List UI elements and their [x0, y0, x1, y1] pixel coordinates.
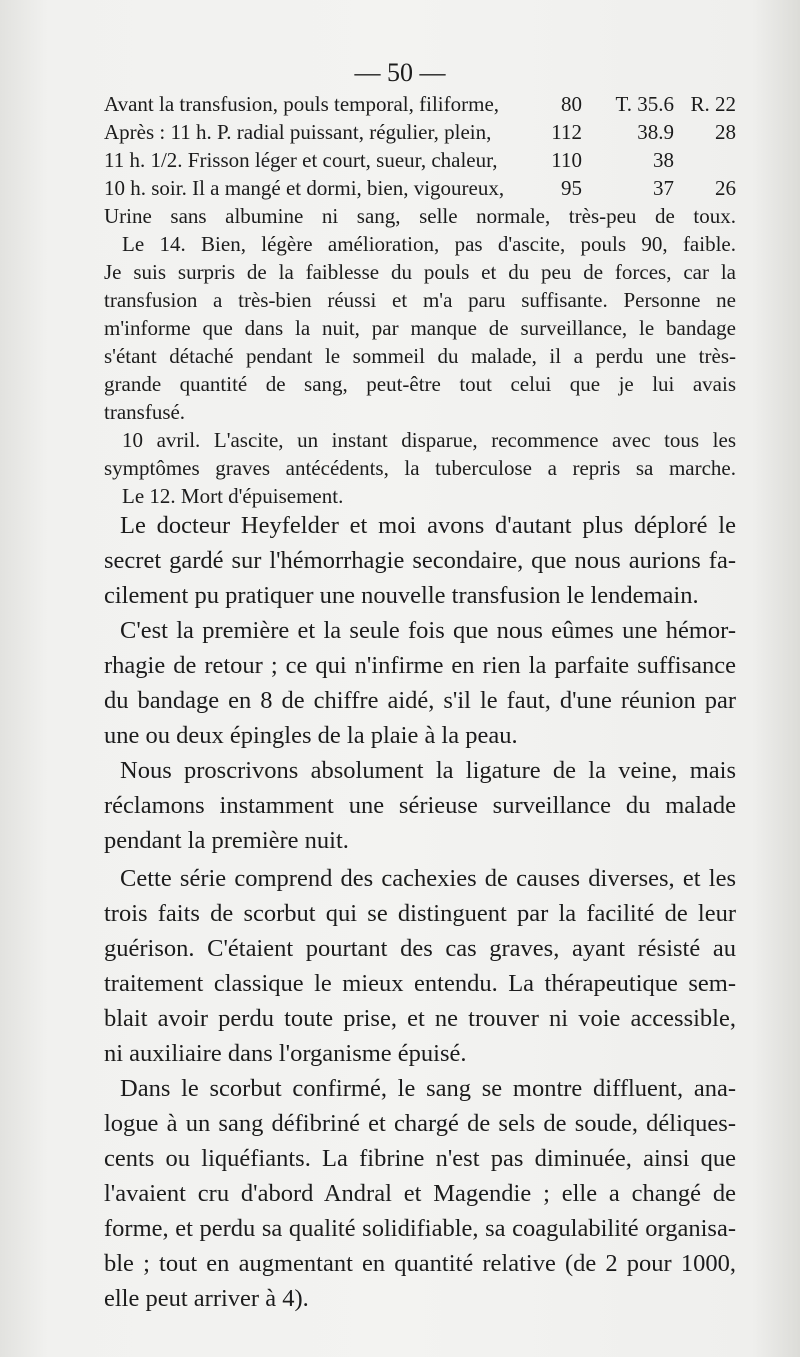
- vitals-row: [104, 174, 736, 202]
- vitals-respiration: 28: [715, 120, 736, 144]
- text-line: Je suis surpris de la faiblesse du pouls et du peu de forces, car la: [104, 260, 736, 284]
- text-line: 10 avril. L'ascite, un instant disparue, recommence avec tous les: [122, 428, 736, 452]
- text-line: une ou deux épingles de la plaie à la peau.: [104, 722, 518, 749]
- vitals-row: [104, 118, 736, 146]
- text-line: trois faits de scorbut qui se distinguent par la facilité de leur: [104, 900, 736, 927]
- text-line: guérison. C'étaient pourtant des cas graves, ayant résisté au: [104, 935, 736, 962]
- vitals-pulse: 95: [561, 176, 582, 200]
- text-line: Cette série comprend des cachexies de causes diverses, et les: [120, 865, 736, 892]
- vitals-respiration: 26: [715, 176, 736, 200]
- text-line: m'informe que dans la nuit, par manque de surveillance, le bandage: [104, 316, 736, 340]
- text-line: traitement classique le mieux entendu. La thérapeutique sem-: [104, 970, 736, 997]
- vitals-pulse: 112: [551, 120, 582, 144]
- text-line: du bandage en 8 de chiffre aidé, s'il le faut, d'une réunion par: [104, 687, 736, 714]
- text-line: grande quantité de sang, peut-être tout celui que je lui avais: [104, 372, 736, 396]
- text-line: transfusé.: [104, 400, 186, 424]
- vitals-row: [104, 146, 736, 174]
- vitals-label: 11 h. 1/2. Frisson léger et court, sueur, chaleur,: [104, 148, 498, 172]
- vitals-temperature: 38: [653, 148, 674, 172]
- vitals-respiration: [674, 146, 736, 174]
- vitals-pulse: 110: [551, 148, 582, 172]
- vitals-temperature: 38.9: [637, 120, 674, 144]
- vitals-temperature: T. 35.6: [615, 92, 674, 116]
- text-line: l'avaient cru d'abord Andral et Magendie ; elle a changé de: [104, 1180, 736, 1207]
- text-line: C'est la première et la seule fois que nous eûmes une hémor-: [120, 617, 736, 644]
- text-line: s'étant détaché pendant le sommeil du malade, il a perdu une très-: [104, 344, 736, 368]
- vitals-pulse: 80: [561, 92, 582, 116]
- text-line: cents ou liquéfiants. La fibrine n'est pas diminuée, ainsi que: [104, 1145, 736, 1172]
- text-line: cilement pu pratiquer une nouvelle transfusion le lendemain.: [104, 582, 699, 609]
- text-line: Le docteur Heyfelder et moi avons d'autant plus déploré le: [120, 512, 736, 539]
- text-line: rhagie de retour ; ce qui n'infirme en rien la parfaite suffisance: [104, 652, 736, 679]
- vitals-row: [104, 90, 736, 118]
- text-line: secret gardé sur l'hémorrhagie secondaire, que nous aurions fa-: [104, 547, 736, 574]
- vitals-temperature: 37: [653, 176, 674, 200]
- text-line: réclamons instamment une sérieuse surveillance du malade: [104, 792, 736, 819]
- text-line: symptômes graves antécédents, la tuberculose a repris sa marche.: [104, 456, 736, 480]
- text-line: Urine sans albumine ni sang, selle normale, très-peu de toux.: [104, 204, 736, 228]
- text-line: logue à un sang défibriné et chargé de sels de soude, déliques-: [104, 1110, 736, 1137]
- vitals-respiration: R. 22: [690, 92, 736, 116]
- text-line: Dans le scorbut confirmé, le sang se montre diffluent, ana-: [120, 1075, 736, 1102]
- text-line: forme, et perdu sa qualité solidifiable, sa coagulabilité organisa-: [104, 1215, 736, 1242]
- text-line: ble ; tout en augmentant en quantité relative (de 2 pour 1000,: [104, 1250, 736, 1277]
- text-line: ni auxiliaire dans l'organisme épuisé.: [104, 1040, 467, 1067]
- text-line: transfusion a très-bien réussi et m'a paru suffisante. Personne ne: [104, 288, 736, 312]
- text-line: blait avoir perdu toute prise, et ne trouver ni voie accessible,: [104, 1005, 736, 1032]
- text-line: elle peut arriver à 4).: [104, 1285, 309, 1312]
- text-line: Le 12. Mort d'épuisement.: [122, 484, 344, 508]
- vitals-label: Après : 11 h. P. radial puissant, régulier, plein,: [104, 120, 492, 144]
- vitals-label: Avant la transfusion, pouls temporal, filiforme,: [104, 92, 500, 116]
- page-number: — 50 —: [354, 58, 446, 87]
- vitals-label: 10 h. soir. Il a mangé et dormi, bien, vigoureux,: [104, 176, 505, 200]
- text-line: Nous proscrivons absolument la ligature de la veine, mais: [120, 757, 736, 784]
- text-line: pendant la première nuit.: [104, 827, 349, 854]
- text-line: Le 14. Bien, légère amélioration, pas d'ascite, pouls 90, faible.: [122, 232, 736, 256]
